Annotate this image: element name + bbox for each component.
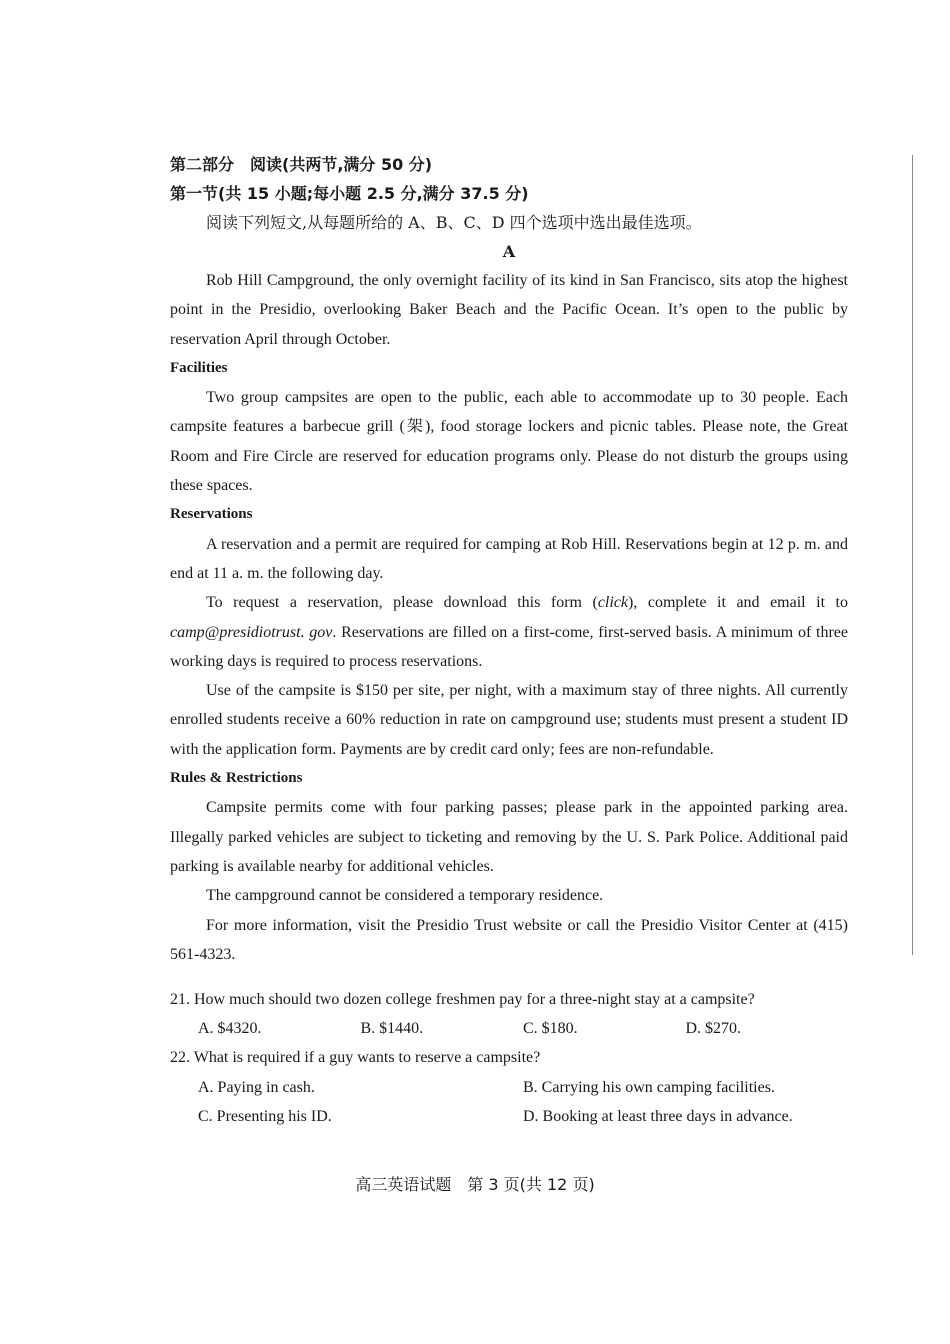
section-title: 第一节(共 15 小题;每小题 2.5 分,满分 37.5 分) — [170, 184, 529, 203]
part-title: 第二部分 阅读(共两节,满分 50 分) — [170, 155, 433, 174]
intro-paragraph: Rob Hill Campground, the only overnight facility of its kind in San Francisco, sits atop the highest point in the Presidio, overlooking Baker Beach and the Pacific Ocean. It’s open to the public by reservation April through October. — [170, 272, 848, 348]
exam-page — [170, 150, 848, 1131]
email-address: camp@presidiotrust. gov — [170, 623, 333, 641]
rules-paragraph-1: Campsite permits come with four parking passes; please park in the appointed parking area. Illegally parked vehicles are subject to ticketing and removing by the U. S. Park Police. Additional paid parking is available nearby for additional vehicles. — [170, 799, 848, 875]
question-22-options-row-2 — [198, 1102, 848, 1131]
margin-rule — [912, 155, 913, 955]
res-text-a: To request a reservation, please download this form ( — [206, 594, 598, 612]
option-d: D. $270. — [685, 1020, 742, 1038]
reservations-paragraph-3: Use of the campsite is $150 per site, per night, with a maximum stay of three nights. All currently enrolled students receive a 60% reduction in rate on campground use; students must present a student ID with the application form. Payments are by credit card only; fees are non-refundable. — [170, 682, 848, 758]
form-link: click — [597, 594, 629, 612]
option-b: B. $1440. — [360, 1020, 424, 1038]
rules-paragraph-2: The campground cannot be considered a temporary residence. — [206, 887, 604, 905]
passage-letter: A — [502, 242, 516, 261]
rules-paragraph-3: For more information, visit the Presidio Trust website or call the Presidio Visitor Center at (415) 561-4323. — [170, 916, 848, 963]
option-d: D. Booking at least three days in advance. — [523, 1107, 793, 1125]
facilities-paragraph: Two group campsites are open to the public, each able to accommodate up to 30 people. Each campsite features a barbecue grill (架), food storage lockers and picnic tables. Please note, the Great Room and Fire Circle are reserved for education programs only. Please do not disturb the groups using these spaces. — [170, 389, 848, 495]
question-22-options-row-1 — [198, 1073, 848, 1102]
reservations-heading: Reservations — [170, 506, 253, 523]
res-text-b: ), complete it and email it to — [628, 594, 848, 612]
question-21-stem: 21. How much should two dozen college freshmen pay for a three-night stay at a campsite? — [170, 991, 755, 1009]
facilities-heading: Facilities — [170, 359, 228, 376]
reservations-paragraph-1: A reservation and a permit are required for camping at Rob Hill. Reservations begin at 12 p. m. and end at 11 a. m. the following day. — [170, 535, 848, 582]
question-22-stem: 22. What is required if a guy wants to reserve a campsite? — [170, 1049, 541, 1067]
rules-heading: Rules & Restrictions — [170, 770, 303, 787]
option-a: A. $4320. — [198, 1020, 262, 1038]
option-b: B. Carrying his own camping facilities. — [523, 1078, 775, 1096]
option-c: C. Presenting his ID. — [198, 1107, 332, 1125]
reservations-paragraph-2 — [170, 588, 848, 676]
res-text-c: . Reservations are filled on a first-come, first-served basis. A minimum of three working days is required to process reservations. — [170, 623, 848, 670]
option-c: C. $180. — [523, 1020, 578, 1038]
question-21-options — [198, 1014, 848, 1043]
instruction: 阅读下列短文,从每题所给的 A、B、C、D 四个选项中选出最佳选项。 — [206, 213, 702, 232]
page-footer: 高三英语试题 第 3 页(共 12 页) — [355, 1175, 595, 1194]
option-a: A. Paying in cash. — [198, 1078, 315, 1096]
